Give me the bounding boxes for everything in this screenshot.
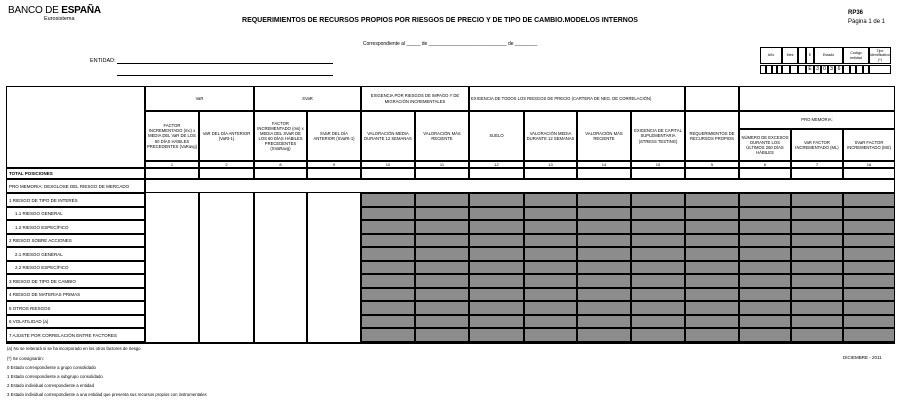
disabled-cell [415,274,469,288]
input-cell[interactable] [254,328,307,342]
disabled-cell [685,247,739,261]
row-label: 5 OTROS RIESGOS [6,301,145,315]
column-header-4: SVaR DEL DÍA ANTERIOR (SVaRt-1) [307,111,361,161]
disabled-cell [791,247,843,261]
row-label: TOTAL POSICIONES [6,168,145,179]
row-label: 1.1 RIESGO GENERAL [6,207,145,220]
disabled-cell [843,301,895,315]
input-cell[interactable] [577,168,631,179]
disabled-cell [791,220,843,234]
input-cell[interactable] [524,168,577,179]
disabled-cell [791,288,843,301]
input-cell[interactable] [254,234,307,247]
disabled-cell [469,261,524,274]
disabled-cell [361,261,415,274]
disabled-cell [685,193,739,207]
input-cell[interactable] [361,168,415,179]
disabled-cell [685,288,739,301]
input-cell[interactable] [415,168,469,179]
input-cell[interactable] [199,301,254,315]
row-label: PRO MEMORIA: DESGLOSE DEL RIESGO DE MERCADO [6,179,145,193]
input-cell[interactable] [199,193,254,207]
group-header-empty [685,86,739,111]
disabled-cell [524,301,577,315]
input-cell[interactable] [307,168,361,179]
page-number: Página 1 de 1 [848,19,886,25]
disabled-cell [685,274,739,288]
disabled-cell [524,328,577,342]
input-cell[interactable] [199,261,254,274]
row-label: 7 AJUSTE POR CORRELACIÓN ENTRE FACTORES [6,328,145,342]
disabled-cell [739,247,791,261]
disabled-cell [469,193,524,207]
input-cell[interactable] [145,274,199,288]
code-label-year: Año [760,47,782,64]
input-cell[interactable] [254,193,307,207]
group-header-impago: EXIGENCIA POR RIESGOS DE IMPAGO Y DE MIGRACIÓN INCREMENTALES [361,86,469,111]
disabled-cell [685,315,739,328]
disabled-cell [361,193,415,207]
disabled-cell [415,193,469,207]
disabled-cell [631,315,685,328]
footnote-a: (a) No se reiterará si se ha incorporado en los otros factores de riesgo [7,346,141,351]
input-cell[interactable] [199,328,254,342]
disabled-cell [361,288,415,301]
input-cell[interactable] [307,288,361,301]
input-cell[interactable] [145,261,199,274]
disabled-cell [739,193,791,207]
code-digit-estado-3: 3 [828,65,835,74]
disabled-cell [577,220,631,234]
disabled-cell [843,234,895,247]
disabled-cell [791,207,843,220]
disabled-cell [791,328,843,342]
input-cell[interactable] [199,315,254,328]
input-cell[interactable] [199,274,254,288]
input-cell[interactable] [843,168,895,179]
entidad-line-1[interactable] [117,63,333,64]
input-cell[interactable] [145,168,199,179]
input-cell[interactable] [199,247,254,261]
input-cell[interactable] [254,207,307,220]
input-cell[interactable] [791,168,843,179]
code-label-entidad: Código entidad [843,47,869,64]
input-cell[interactable] [145,207,199,220]
footnote-3: 3 Estado individual correspondiente a una entidad que presenta sus recursos propios con instrumentales [7,392,207,397]
disabled-cell [415,288,469,301]
disabled-cell [631,193,685,207]
disabled-cell [469,315,524,328]
disabled-cell [739,261,791,274]
table-bottom-line [6,342,895,344]
disabled-cell [685,207,739,220]
disabled-cell [469,288,524,301]
input-cell[interactable] [199,234,254,247]
column-header-8: VALORACIÓN MEDIA DURANTE 12 SEMANAS [524,111,577,161]
disabled-cell [577,234,631,247]
disabled-cell [361,220,415,234]
input-cell[interactable] [631,168,685,179]
input-cell[interactable] [307,261,361,274]
column-header-14: SVaR FACTOR INCREMENTADO (MS) [843,129,895,161]
input-cell[interactable] [254,261,307,274]
disabled-cell [577,328,631,342]
column-header-6: VALORACIÓN MÁS RECIENTE [415,111,469,161]
column-number-12: 6 [739,161,791,168]
group-header-correlacion: EXIGENCIA DE TODOS LOS RIESGOS DE PRECIO (CARTERA DE NEG. DE CORRELACIÓN) [469,86,685,111]
row-label: 1 RIESGO DE TIPO DE INTERÉS [6,193,145,207]
code-label-month: Mes [782,47,798,64]
disabled-cell [739,274,791,288]
disabled-cell [415,328,469,342]
input-cell[interactable] [145,328,199,342]
bank-logo: BANCO DE ESPAÑA [8,5,101,16]
date-line: Correspondiente al _____ de ____________________________ de ________ [362,41,538,47]
page-title: REQUERIMIENTOS DE RECURSOS PROPIOS POR RIESGOS DE PRECIO Y DE TIPO DE CAMBIO.MODELOS INTERNOS [242,17,638,24]
disabled-cell [843,315,895,328]
input-cell[interactable] [307,247,361,261]
code-digit-estado-4: 6 [835,65,843,74]
disabled-cell [415,220,469,234]
row-label: 4 RIESGO DE MATERIAS PRIMAS [6,288,145,301]
input-cell[interactable] [145,247,199,261]
disabled-cell [791,274,843,288]
input-cell[interactable] [307,274,361,288]
code-digit-cell[interactable] [782,65,790,74]
header-label-area [6,86,145,168]
disabled-cell [843,247,895,261]
bank-logo-subtitle: Eurosistema [44,16,75,22]
row-label: 2 RIESGO SOBRE ACCIONES [6,234,145,247]
column-header-1: FACTOR INCREMENTADO (mc) x MEDIA DEL VaR DE LOS 60 DÍAS HÁBILES PRECEDENTES (VaRavg) [145,111,199,161]
column-header-13: VaR FACTOR INCREMENTADO (ML) [791,129,843,161]
column-number-8: 13 [524,161,577,168]
code-digit-estado-1: 3 [814,65,821,74]
disabled-cell [524,274,577,288]
disabled-cell [415,301,469,315]
group-header-pro-memoria: PRO MEMORIA: [739,111,895,129]
column-header-5: VALORACIÓN MEDIA DURANTE 12 SEMANAS [361,111,415,161]
column-number-6: 11 [415,161,469,168]
disabled-cell [469,207,524,220]
disabled-cell [469,247,524,261]
disabled-cell [631,261,685,274]
form-code: RP36 [848,10,864,16]
disabled-cell [843,288,895,301]
disabled-cell [739,301,791,315]
column-number-11: 5 [685,161,739,168]
disabled-cell [524,261,577,274]
disabled-cell [577,207,631,220]
disabled-cell [843,207,895,220]
input-cell[interactable] [254,315,307,328]
group-header-var: VaR [145,86,254,111]
input-cell[interactable] [145,301,199,315]
column-header-2: VaR DEL DÍA ANTERIOR (VaRt-1) [199,111,254,161]
group-header-pm-top [739,86,895,111]
disabled-cell [631,301,685,315]
disabled-cell [685,301,739,315]
disabled-cell [631,274,685,288]
code-digit-cell[interactable] [790,65,798,74]
input-cell[interactable] [254,220,307,234]
disabled-cell [685,220,739,234]
disabled-cell [524,288,577,301]
input-cell[interactable] [307,315,361,328]
column-number-5: 10 [361,161,415,168]
disabled-cell [469,301,524,315]
disabled-cell [361,315,415,328]
disabled-cell [469,328,524,342]
row-label: 2.2 RIESGO ESPECÍFICO [6,261,145,274]
row-label: 3 RIESGO DE TIPO DE CAMBIO [6,274,145,288]
disabled-cell [631,220,685,234]
disabled-cell [739,220,791,234]
disabled-cell [685,234,739,247]
code-label-tipo: Tipo identificativo (*) [869,47,891,64]
disabled-cell [791,193,843,207]
row-memo-span [145,179,895,193]
disabled-cell [631,234,685,247]
disabled-cell [843,193,895,207]
disabled-cell [843,220,895,234]
input-cell[interactable] [685,168,739,179]
disabled-cell [524,315,577,328]
row-label: 2.1 RIESGO GENERAL [6,247,145,261]
input-cell[interactable] [307,328,361,342]
input-cell[interactable] [199,220,254,234]
disabled-cell [469,274,524,288]
column-number-7: 12 [469,161,524,168]
input-cell[interactable] [469,168,524,179]
disabled-cell [415,247,469,261]
input-cell[interactable] [145,193,199,207]
disabled-cell [631,328,685,342]
input-cell[interactable] [199,168,254,179]
input-cell[interactable] [199,288,254,301]
disabled-cell [739,207,791,220]
input-cell[interactable] [145,220,199,234]
group-header-svar: SVaR [254,86,361,111]
code-label-e: E [806,47,814,64]
disabled-cell [469,234,524,247]
column-number-1: 1 [145,161,199,168]
disabled-cell [577,193,631,207]
input-cell[interactable] [254,301,307,315]
disabled-cell [361,234,415,247]
disabled-cell [685,328,739,342]
input-cell[interactable] [254,247,307,261]
input-cell[interactable] [307,301,361,315]
disabled-cell [361,301,415,315]
column-number-2: 2 [199,161,254,168]
column-number-10: 15 [631,161,685,168]
disabled-cell [577,274,631,288]
input-cell[interactable] [739,168,791,179]
disabled-cell [415,207,469,220]
disabled-cell [415,234,469,247]
disabled-cell [631,247,685,261]
disabled-cell [361,274,415,288]
code-label-estado: Estado [814,47,843,64]
footnote-0: 0 Estado correspondiente a grupo consolidado [7,365,96,370]
disabled-cell [524,193,577,207]
disabled-cell [631,207,685,220]
disabled-cell [524,207,577,220]
disabled-cell [361,247,415,261]
disabled-cell [415,261,469,274]
column-header-12: NÚMERO DE EXCESOS DURANTE LOS ÚLTIMOS 250 DÍAS HÁBILES [739,129,791,161]
column-number-14: 16 [843,161,895,168]
disabled-cell [469,220,524,234]
input-cell[interactable] [199,207,254,220]
disabled-cell [577,288,631,301]
entidad-label: ENTIDAD: [90,58,116,64]
input-cell[interactable] [145,288,199,301]
column-number-3: 8 [254,161,307,168]
column-number-9: 14 [577,161,631,168]
disabled-cell [577,261,631,274]
form-date: DICIEMBRE - 2011 [843,355,882,360]
disabled-cell [361,328,415,342]
disabled-cell [577,301,631,315]
code-digit-e: E [806,65,814,74]
disabled-cell [361,207,415,220]
input-cell[interactable] [145,234,199,247]
input-cell[interactable] [254,168,307,179]
disabled-cell [685,261,739,274]
column-header-7: SUELO [469,111,524,161]
column-number-4: 9 [307,161,361,168]
column-header-3: FACTOR INCREMENTADO (ms) x MEDIA DEL SVaR DE LOS 60 DÍAS HÁBILES PRECEDENTES (SVaRavg) [254,111,307,161]
column-header-9: VALORACIÓN MÁS RECIENTE [577,111,631,161]
input-cell[interactable] [254,288,307,301]
disabled-cell [524,234,577,247]
disabled-cell [791,315,843,328]
row-label: 1.2 RIESGO ESPECÍFICO [6,220,145,234]
row-label: 6 VOLATILIDAD (a) [6,315,145,328]
code-digit-estado-2: 0 [821,65,828,74]
disabled-cell [843,328,895,342]
disabled-cell [739,234,791,247]
disabled-cell [631,288,685,301]
disabled-cell [791,234,843,247]
disabled-cell [843,261,895,274]
disabled-cell [524,247,577,261]
column-header-10: EXIGENCIA DE CAPITAL SUPLEMENTARIA (STRESS TESTING) [631,111,685,161]
disabled-cell [791,301,843,315]
disabled-cell [739,288,791,301]
input-cell[interactable] [307,193,361,207]
footnote-1: 1 Estado correspondiente a subgrupo consolidado [7,374,103,379]
footnote-star: (*) Se consignarán: [7,356,44,361]
disabled-cell [524,220,577,234]
disabled-cell [791,261,843,274]
disabled-cell [577,315,631,328]
input-cell[interactable] [145,315,199,328]
input-cell[interactable] [307,207,361,220]
code-digit-tipo[interactable] [869,65,891,74]
disabled-cell [843,274,895,288]
disabled-cell [415,315,469,328]
input-cell[interactable] [307,234,361,247]
column-number-13: 7 [791,161,843,168]
footnote-2: 2 Estado individual correspondiente a entidad [7,383,94,388]
disabled-cell [739,315,791,328]
disabled-cell [739,328,791,342]
code-label-blank [798,47,806,64]
entidad-line-2[interactable] [117,75,333,76]
disabled-cell [577,247,631,261]
input-cell[interactable] [254,274,307,288]
code-digit-cell[interactable] [856,65,863,74]
code-digit-cell[interactable] [843,65,850,74]
column-header-11: REQUERIMIENTOS DE RECURSOS PROPIOS [685,111,739,161]
input-cell[interactable] [307,220,361,234]
code-digit-cell[interactable] [798,65,806,74]
